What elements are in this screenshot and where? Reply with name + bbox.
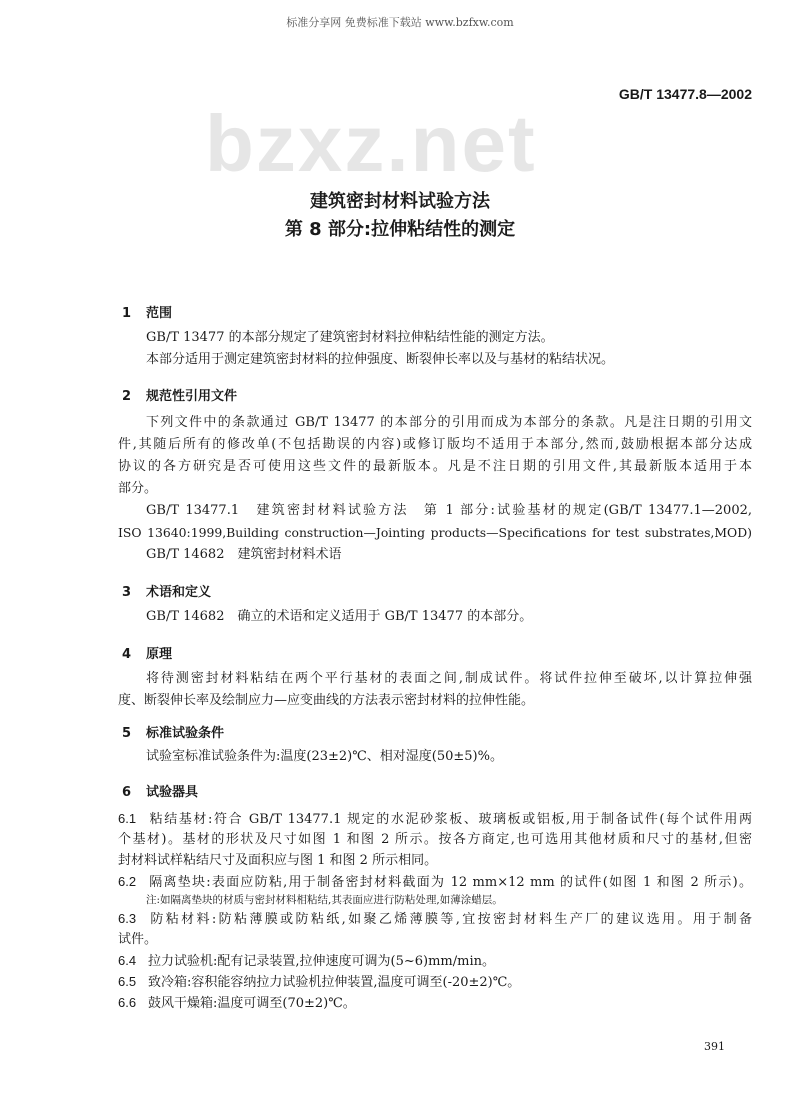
item-text: 防粘材料:防粘薄膜或防粘纸,如聚乙烯薄膜等,宜按密封材料生产厂的建议选用。用于制备 [148, 912, 752, 927]
page-number: 391 [704, 1040, 725, 1053]
paragraph-line: 封材料试样粘结尺寸及面积应与图 1 和图 2 所示相同。 [118, 853, 438, 868]
paragraph-line: 部分。 [118, 481, 158, 496]
section-number: 4 [122, 647, 132, 662]
item-6-6 [118, 994, 356, 1013]
section-heading-3 [122, 581, 211, 600]
reference-line: ISO 13640:1999,Building construction—Jointing products—Specifications for test substrates,MOD) [118, 525, 752, 540]
item-number: 6.4 [118, 953, 137, 968]
item-text: 拉力试验机:配有记录装置,拉伸速度可调为(5~6)mm/min。 [148, 954, 495, 969]
section-heading-1 [122, 302, 172, 321]
item-6-4 [118, 952, 495, 971]
section-number: 1 [122, 306, 132, 321]
item-text: 致冷箱:容积能容纳拉力试验机拉伸装置,温度可调至(-20±2)℃。 [148, 975, 521, 990]
paragraph-line: 个基材)。基材的形状及尺寸如图 1 和图 2 所示。按各方商定,也可选用其他材质和尺寸的基材,但密 [118, 832, 752, 847]
paragraph-line: 度、断裂伸长率及绘制应力—应变曲线的方法表示密封材料的拉伸性能。 [118, 693, 535, 708]
section-heading-5 [122, 722, 224, 741]
item-number: 6.3 [118, 911, 137, 926]
paragraph-line: 将待测密封材料粘结在两个平行基材的表面之间,制成试件。将试件拉伸至破坏,以计算拉伸强 [146, 671, 752, 686]
section-number: 3 [122, 585, 132, 600]
section-heading-6 [122, 781, 198, 800]
item-6-1 [118, 810, 752, 829]
item-number: 6.1 [118, 811, 137, 826]
site-banner: 标准分享网 免费标准下载站 www.bzfxw.com [286, 16, 514, 29]
section-heading-2 [122, 385, 237, 404]
section-number: 2 [122, 389, 132, 404]
item-number: 6.2 [118, 874, 137, 889]
section-heading-4 [122, 643, 172, 662]
item-text: 隔离垫块:表面应防粘,用于制备密封材料截面为 12 mm×12 mm 的试件(如图 1 和图 2 所示)。 [148, 875, 752, 890]
section-title: 规范性引用文件 [146, 389, 238, 404]
item-text: 粘结基材:符合 GB/T 13477.1 规定的水泥砂浆板、玻璃板或铝板,用于制备试件(每个试件用两 [148, 812, 752, 827]
paragraph-line: GB/T 14682 确立的术语和定义适用于 GB/T 13477 的本部分。 [146, 609, 533, 624]
standard-code: GB/T 13477.8—2002 [618, 86, 752, 102]
paragraph-line: 试验室标准试验条件为:温度(23±2)℃、相对湿度(50±5)%。 [146, 749, 503, 764]
note: 注:如隔离垫块的材质与密封材料相粘结,其表面应进行防粘处理,如薄涂蜡层。 [146, 894, 503, 906]
section-number: 5 [122, 726, 132, 741]
section-number: 6 [122, 785, 132, 800]
section-title: 试验器具 [146, 785, 199, 800]
paragraph-line: 本部分适用于测定建筑密封材料的拉伸强度、断裂伸长率以及与基材的粘结状况。 [146, 352, 615, 367]
title-line-1: 建筑密封材料试验方法 [310, 191, 490, 212]
paragraph-line: 试件。 [118, 932, 158, 947]
item-number: 6.5 [118, 974, 137, 989]
item-6-5 [118, 973, 520, 992]
watermark: bzxz.net [205, 99, 537, 188]
reference-line: GB/T 14682 建筑密封材料术语 [146, 547, 342, 562]
item-6-2 [118, 873, 752, 892]
section-title: 范围 [146, 306, 173, 321]
paragraph-line: 下列文件中的条款通过 GB/T 13477 的本部分的引用而成为本部分的条款。凡是注日期的引用文 [146, 415, 752, 430]
section-title: 原理 [146, 647, 173, 662]
title-line-2: 第 8 部分:拉伸粘结性的测定 [284, 219, 516, 240]
section-title: 术语和定义 [146, 585, 212, 600]
paragraph-line: 件,其随后所有的修改单(不包括勘误的内容)或修订版均不适用于本部分,然而,鼓励根据本部分达成 [118, 437, 752, 452]
item-number: 6.6 [118, 995, 137, 1010]
item-6-3 [118, 910, 752, 929]
item-text: 鼓风干燥箱:温度可调至(70±2)℃。 [148, 996, 356, 1011]
section-title: 标准试验条件 [146, 726, 225, 741]
paragraph-line: GB/T 13477 的本部分规定了建筑密封材料拉伸粘结性能的测定方法。 [146, 330, 554, 345]
paragraph-line: 协议的各方研究是否可使用这些文件的最新版本。凡是不注日期的引用文件,其最新版本适用于本 [118, 459, 752, 474]
reference-line: GB/T 13477.1 建筑密封材料试验方法 第 1 部分:试验基材的规定(GB/T 13477.1—2002, [146, 503, 752, 518]
